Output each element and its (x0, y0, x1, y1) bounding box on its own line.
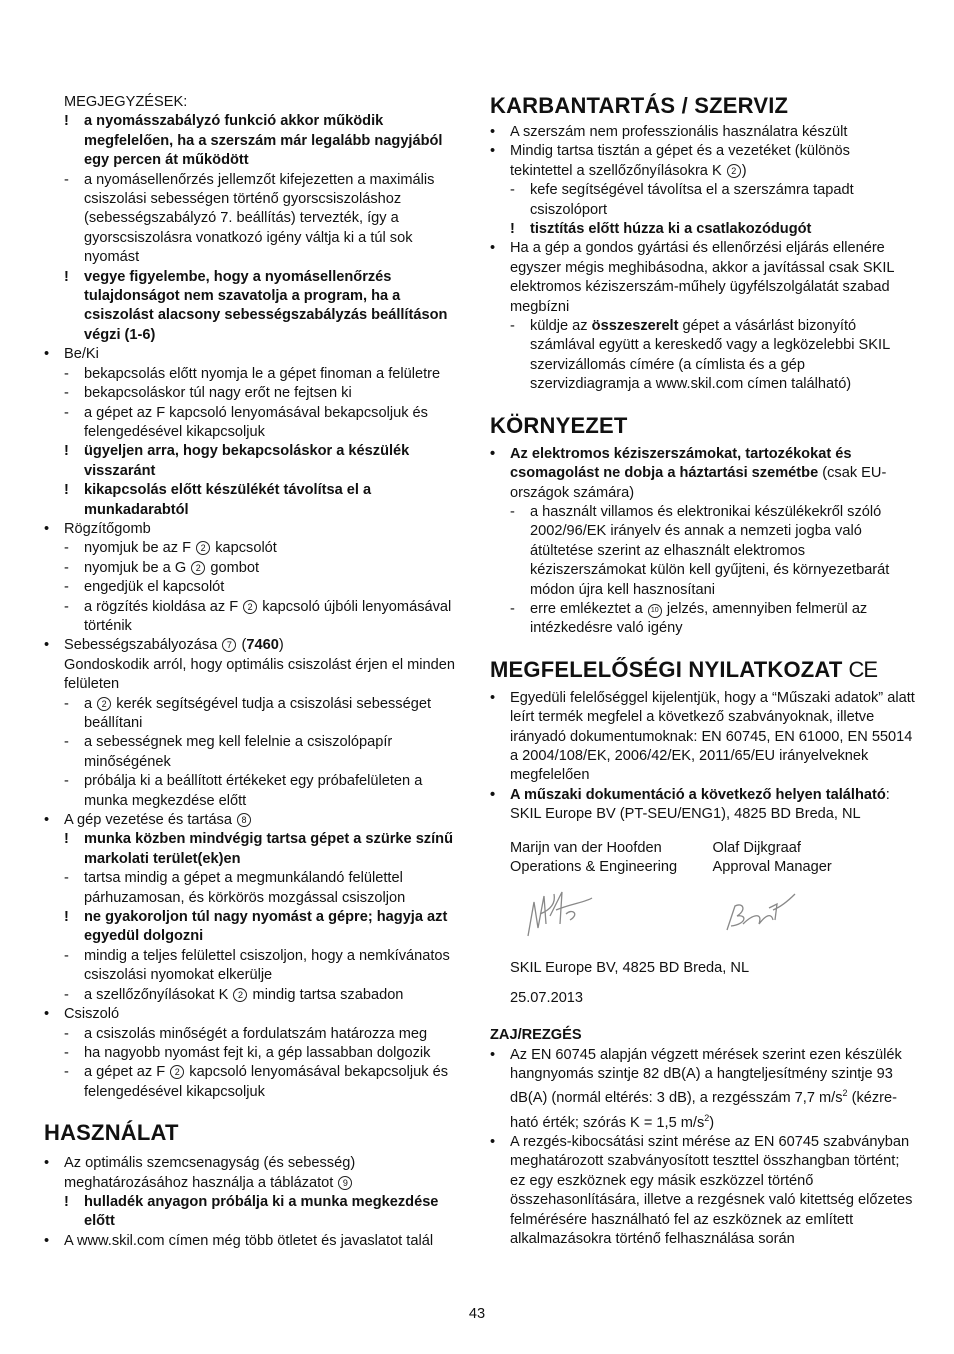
list-item (64, 598, 469, 637)
item-text: jelzés, amennyiben felmerül az intézkedésre való igény (530, 600, 868, 637)
dash-mark: - (64, 947, 69, 964)
list-item (64, 1025, 469, 1044)
item-text: Az optimális szemcsenagyság (és sebesség) meghatározásához használja a táblázatot (64, 1155, 356, 1191)
list-item (64, 1063, 469, 1102)
list-item (490, 445, 915, 503)
guide-section (44, 811, 469, 830)
item-text: a használt villamos és elektronikai készülékekről szóló 2002/96/EK irányelv és annak a nemzeti jogba való átültetése szerint az elhasznált elektromos kéziszerszámokat külön kell gyűjteni, és környezetbarát módon újra kell hasznosítani (530, 503, 890, 598)
list-item (490, 239, 915, 317)
bullet-icon: • (490, 143, 496, 160)
item-text: nyomjuk be az F (84, 540, 192, 557)
item-text: a (84, 695, 93, 712)
ref-number-icon: 2 (233, 988, 247, 1002)
ref-number-icon: 8 (237, 813, 251, 827)
item-text: bekapcsoláskor túl nagy erőt ne fejtsen ki (84, 385, 352, 402)
bullet-icon: • (44, 1155, 50, 1172)
list-item (490, 1133, 915, 1249)
item-text: bekapcsolás előtt nyomja le a gépet finoman a felületre (84, 365, 441, 382)
note-mark: ! (64, 268, 69, 285)
list-item (64, 365, 469, 384)
item-text: ) (709, 1114, 715, 1131)
dash-mark: - (64, 695, 69, 712)
item-text: Mindig tartsa tisztán a gépet és a vezetéket (különös tekintettel a szellőzőnyílásokra K (510, 143, 850, 179)
item-text: kapcsoló lenyomásával bekapcsoljuk és felengedésével kikapcsoljuk (84, 1064, 449, 1100)
dash-mark: - (510, 182, 515, 199)
ref-number-icon: 7 (222, 638, 236, 652)
item-text: Egyedüli felelőséggel kijelentjük, hogy a “Műszaki adatok” alatt leírt termék megfelel a következő szabványoknak, illetve irányadó dokumentumoknak: EN 60745, EN 61000, EN 55014 a 2004/108/EK, 2006/42/EK, 2011/65/EU irányelveknek megfelelően (510, 689, 915, 784)
item-text: a gépet az F kapcsoló lenyomásával bekapcsoljuk és felengedésével kikapcsoljuk (84, 404, 428, 440)
declaration-date: 25.07.2013 (510, 989, 584, 1006)
signatory-role: Operations & Engineering (510, 859, 678, 875)
list-item (510, 600, 915, 639)
list-item (510, 317, 915, 395)
signatory-role: Approval Manager (712, 859, 832, 875)
paren: ) (278, 637, 284, 654)
bullet-icon: • (44, 1006, 50, 1023)
list-item (64, 830, 469, 869)
item-text: mindig a teljes felülettel csiszoljon, hogy a nemkívánatos csiszolási nyomokat elkerülje (84, 947, 450, 984)
bullet-icon: • (490, 445, 496, 462)
signature-images (510, 877, 915, 957)
company-address: SKIL Europe BV, 4825 BD Breda, NL (510, 960, 750, 977)
dash-mark: - (510, 318, 515, 335)
ref-number-icon: 2 (196, 541, 210, 555)
list-item (64, 695, 469, 734)
item-text: kikapcsolás előtt készülékét távolítsa el a munkadarabtól (84, 482, 372, 518)
signature-1-icon (510, 884, 600, 944)
note-item (64, 112, 469, 170)
noise-heading: ZAJ/REZGÉS (490, 1027, 582, 1044)
list-item (490, 689, 915, 786)
list-item (64, 908, 469, 947)
ref-number-icon: 2 (727, 164, 741, 178)
list-item (64, 404, 469, 443)
left-column (44, 93, 469, 1251)
item-text: (kézre-ható érték; szórás K = 1,5 m/s (510, 1090, 898, 1131)
bullet-icon: • (44, 637, 50, 654)
item-text: nyomjuk be a G (84, 559, 187, 576)
warning-mark: ! (64, 482, 69, 499)
item-text: kefe segítségével távolítsa el a szerszámra tapadt csiszolóport (530, 182, 854, 218)
speed-section (44, 636, 469, 655)
onoff-title: Be/Ki (64, 346, 99, 363)
bullet-icon: • (44, 1232, 50, 1249)
note-mark: ! (64, 113, 69, 130)
model-number: 7460 (246, 637, 279, 654)
list-item (44, 1232, 469, 1251)
ref-number-icon: 10 (648, 604, 662, 618)
item-text: A rezgés-kibocsátási szint mérése az EN 60745 szabványban meghatározott szabványosított teszttel összhangban történt; ez egy eszköznek egy másik eszközzel történő összehasonlítására, illetve a rezgésnek való kitettség előzetes felmérésére használható fel az eszköznek az említett alkalmazásokra történő felhasználása során (510, 1133, 913, 1247)
list-item (510, 181, 915, 220)
usage-heading: HASZNÁLAT (44, 1120, 179, 1146)
item-text: gombot (210, 559, 260, 576)
dash-mark: - (64, 540, 69, 557)
list-item (64, 986, 469, 1005)
ref-number-icon: 2 (170, 1065, 184, 1079)
warning-mark: ! (64, 443, 69, 460)
item-text: a rögzítés kioldása az F (84, 598, 239, 615)
dash-mark: - (64, 579, 69, 596)
dash-mark: - (64, 385, 69, 402)
signatory (510, 839, 713, 878)
superscript: 2 (704, 1112, 710, 1123)
conformity-title: MEGFELELŐSÉGI NYILATKOZAT (490, 656, 843, 682)
list-item (44, 1154, 469, 1193)
maintenance-heading: KARBANTARTÁS / SZERVIZ (490, 93, 789, 118)
item-text: : SKIL Europe BV (PT-SEU/ENG1), 4825 BD Breda, NL (510, 786, 890, 823)
list-item (64, 481, 469, 520)
page-number: 43 (468, 1306, 486, 1322)
list-item (64, 947, 469, 986)
item-text: kerék segítségével tudja a csiszolási sebességet beállítani (84, 695, 431, 731)
note-text: a nyomásszabályzó funkció akkor működik megfelelően, ha a szerszám már legalább nagyjából egy percen át működött (84, 113, 443, 169)
environment-heading: KÖRNYEZET (490, 412, 628, 438)
dash-mark: - (64, 404, 69, 421)
ref-number-icon: 9 (338, 1176, 352, 1190)
note-item (64, 171, 469, 268)
sanding-section (44, 1005, 469, 1024)
guide-title: A gép vezetése és tartása (64, 812, 232, 829)
list-item (490, 1046, 915, 1133)
list-item (490, 786, 915, 825)
bullet-icon: • (44, 812, 50, 829)
signature (713, 884, 916, 950)
item-text: ne gyakoroljon túl nagy nyomást a gépre; hagyja azt egyedül dolgozni (84, 909, 448, 945)
item-text: tartsa mindig a gépet a megmunkálandó felülettel párhuzamosan, és körkörös mozgással csiszoljon (84, 870, 406, 906)
list-item (64, 1044, 469, 1063)
list-item (490, 123, 915, 142)
warning-mark: ! (64, 909, 69, 926)
item-text: A szerszám nem professzionális használatra készült (510, 124, 848, 140)
paren: ( (241, 637, 247, 654)
lock-section (44, 520, 469, 539)
item-text: próbálja ki a beállított értékeket egy próbafelületen a munka megkezdése előtt (84, 773, 423, 809)
item-text: ) (741, 162, 747, 179)
signatory-name: Olaf Dijkgraaf (712, 839, 801, 856)
sanding-title: Csiszoló (64, 1006, 120, 1023)
signatory (713, 839, 916, 878)
item-text: ügyeljen arra, hogy bekapcsoláskor a készülék visszaránt (84, 443, 410, 479)
bullet-icon: • (490, 240, 496, 257)
item-text: engedjük el kapcsolót (84, 579, 225, 596)
bullet-icon: • (490, 1133, 496, 1150)
list-item (64, 733, 469, 772)
item-text: a csiszolás minőségét a fordulatszám határozza meg (84, 1025, 428, 1042)
speed-desc: Gondoskodik arról, hogy optimális csiszolást érjen el minden felületen (64, 656, 455, 693)
bullet-icon: • (490, 124, 496, 140)
dash-mark: - (64, 1025, 69, 1042)
note-mark: - (64, 171, 69, 188)
list-item (64, 384, 469, 403)
item-text: A www.skil.com címen még több ötletet és javaslatot talál (64, 1232, 434, 1249)
list-item (490, 142, 915, 181)
item-text: erre emlékeztet a (530, 600, 643, 617)
dash-mark: - (64, 559, 69, 576)
dash-mark: - (64, 870, 69, 887)
item-text: mindig tartsa szabadon (252, 986, 404, 1003)
warning-mark: ! (64, 1193, 69, 1210)
item-text: hulladék anyagon próbálja ki a munka megkezdése előtt (84, 1193, 439, 1230)
ce-mark-icon: CE (848, 656, 878, 682)
note-text: a nyomásellenőrzés jellemzőt kifejezetten a maximális csiszolási sebességen történő gyorscsiszoláshoz (sebességszabályzó 7. beállítás) tervezték, így a gyorscsiszolásra vonatkozó igény váltja ki a túl sok nyomást (84, 171, 435, 266)
item-text: gépet a vásárlást bizonyító számlával együtt a kereskedő vagy a legközelebbi SKIL szervizállomás címére (a címlista és a gép szervizdiagramja a www.skil.com címen található) (530, 318, 890, 393)
conformity-heading (490, 657, 915, 683)
onoff-section (44, 345, 469, 364)
signatories (510, 839, 915, 878)
dash-mark: - (64, 1044, 69, 1061)
bullet-icon: • (490, 1046, 496, 1063)
item-text: tisztítás előtt húzza ki a csatlakozódugót (530, 221, 812, 238)
item-text: összeszerelt (591, 318, 679, 335)
item-text: a szellőzőnyílásokat K (84, 986, 229, 1003)
list-item (64, 539, 469, 558)
lock-title: Rögzítőgomb (64, 520, 151, 537)
signatory-name: Marijn van der Hoofden (510, 839, 662, 856)
speed-title: Sebességszabályozása (64, 637, 218, 654)
signature (510, 884, 713, 950)
bullet-icon: • (490, 689, 496, 706)
ref-number-icon: 2 (191, 561, 205, 575)
item-text: ha nagyobb nyomást fejt ki, a gép lassabban dolgozik (84, 1044, 431, 1061)
list-item (64, 578, 469, 597)
right-column (490, 93, 915, 1249)
dash-mark: - (510, 503, 515, 520)
superscript: 2 (842, 1088, 848, 1099)
list-item (64, 869, 469, 908)
dash-mark: - (64, 365, 69, 382)
item-text: kapcsoló újbóli lenyomásával történik (84, 598, 452, 634)
item-text: munka közben mindvégig tartsa gépet a szürke színű markolati terület(ek)en (84, 831, 453, 867)
list-item (64, 1193, 469, 1232)
item-text: (csak EU-országok számára) (510, 465, 887, 501)
dash-mark: - (510, 600, 515, 617)
item-text: a gépet az F (84, 1064, 166, 1081)
signature-2-icon (713, 884, 803, 944)
ref-number-icon: 2 (97, 697, 111, 711)
bullet-icon: • (44, 520, 50, 537)
ref-number-icon: 2 (243, 600, 257, 614)
dash-mark: - (64, 773, 69, 790)
item-text: Az EN 60745 alapján végzett mérések szerint ezen készülék hangnyomás szintje 82 dB(A) a hangteljesítmény szintje 93 dB(A) (normál eltérés: 3 dB), a rezgésszám 7,7 m/s (510, 1046, 902, 1107)
item-text: Az elektromos kéziszerszámokat, tartozékokat és csomagolást ne dobja a háztartási szemétbe (510, 445, 852, 482)
item-text: a sebességnek meg kell felelnie a csiszolópapír minőségének (84, 734, 393, 770)
note-text: vegye figyelembe, hogy a nyomásellenőrzés tulajdonságot nem szavatolja a program, ha a csiszolást alacsony sebességszabályzás beállításon végzi (1-6) (84, 268, 448, 343)
list-item (510, 503, 915, 600)
dash-mark: - (64, 986, 69, 1003)
list-item (64, 772, 469, 811)
item-text: A műszaki dokumentáció a következő helyen található (510, 786, 886, 803)
bullet-icon: • (44, 346, 50, 363)
dash-mark: - (64, 734, 69, 751)
item-text: Ha a gép a gondos gyártási és ellenőrzési eljárás ellenére egyszer mégis meghibásodna, akkor a javítással csak SKIL elektromos kéziszerszám-műhely ügyfélszolgálatát szabad megbízni (510, 240, 894, 315)
item-text: kapcsolót (215, 540, 277, 557)
list-item (510, 220, 915, 239)
list-item (64, 559, 469, 578)
item-text: küldje az (530, 318, 588, 335)
notes-heading: MEGJEGYZÉSEK: (64, 94, 188, 110)
warning-mark: ! (510, 221, 515, 238)
bullet-icon: • (490, 786, 496, 803)
warning-mark: ! (64, 831, 69, 848)
note-item (64, 268, 469, 346)
dash-mark: - (64, 1064, 69, 1081)
list-item (64, 442, 469, 481)
dash-mark: - (64, 598, 69, 615)
